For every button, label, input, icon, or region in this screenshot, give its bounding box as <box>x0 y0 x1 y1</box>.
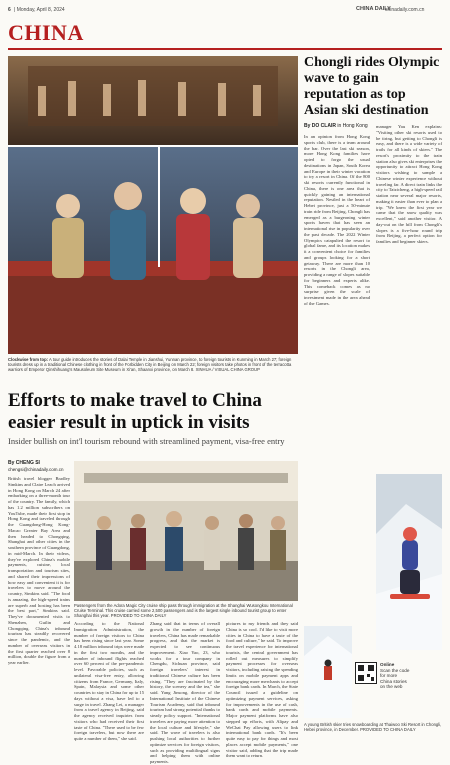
photo-collage-image <box>8 56 298 354</box>
online-title: Online <box>380 662 395 667</box>
qr-code[interactable] <box>355 662 377 684</box>
cruise-caption-credit: PROVIDED TO CHINA DAILY <box>110 613 167 619</box>
cruise-caption-text: Passengers from the Adora Magic City cruise ship pass through immigration at the Shanghai Wusongkou International Cruise Terminal. This cruise carried some 2,500 passengers and is the largest single inbound tourist group to enter Shanghai this year. <box>74 603 293 619</box>
skier-caption-credit: PROVIDED TO CHINA DAILY <box>360 727 416 733</box>
online-line: on the web <box>380 684 403 690</box>
main-headline: Efforts to make travel to China easier result in uptick in visits <box>8 390 262 433</box>
skier-photo-caption <box>304 722 442 732</box>
section-rule <box>8 48 442 50</box>
main-article-col2: According to the National Immigration Administration, the number of foreign visitors to China has been rising since last year. Some 4.18 million inbound trips were made in the first two months, and the number of inbound flights reached over 60 percent of the pre-pandemic level. Favorable policies, such as unilateral visa-free entry, allowing citizens from France, Germany, Italy, Spain, Malaysia and some other countries to stay in China for up to 15 days without a visa, have led to a surge in travel. Zhang Lei, a manager from a travel agency in Beijing, said the agency received inquiries from visitors who had received their first taste of China. "There used to be few foreign travelers, but now there are quite a number of them," she said. <box>74 621 144 741</box>
side-byline-name: By DO CLAIR in Hong Kong <box>304 123 368 129</box>
skier-photo-image <box>376 474 442 650</box>
masthead-name: CHINA DAILY <box>356 6 391 12</box>
page-header <box>0 0 450 20</box>
main-article-col4: pictures to my friends and they said China is so cool. I'd like to visit more cities in China to have a taste of the food and culture," he said. To improve the travel experience for international tourists, the central government has rolled out measures to simplify payment processes for overseas visitors, including raising the spending limits on mobile payment apps and encouraging more merchants to accept foreign bank cards. In March, the State Council issued a guideline on optimizing payment services, asking for improvements in the use of cash, bank cards and mobile payments. Major payment platforms have also stepped up efforts, with Alipay and WeChat Pay allowing users to link international bank cards. "It's been quite easy to pay for things and most places accept mobile payments," one visitor said, adding that the trip made them want to return. <box>226 621 298 759</box>
ski-slope-photo <box>304 626 352 718</box>
caption-lead: Clockwise from top: <box>8 357 49 362</box>
masthead-url[interactable]: chinadaily.com.cn <box>385 7 425 13</box>
side-article-col2: manager Yau Ken explains: "Visiting other ski resorts used to be tiring, but getting to Chongli is easy, and there is a wide variety of trails for all kinds of skiers." The resort's proximity to the train station also gives ski enterprises the opportunity to attract Hong Kong visitors wishing to sample a Chinese winter experience without traveling far. A direct train links the city to Taizicheng, a high-speed rail station near several major resorts, making it easier than ever to plan a trip. "We knew the first year we came that the snow quality was excellent," said another visitor. A day-out on the hill from Chongli's slopes is a five-hour round trip from Beijing, a perfect option for families and beginner skiers. <box>376 124 442 244</box>
online-line: for more <box>380 673 398 679</box>
main-article-col1: British travel blogger Bradley Simkins and Claire Leach arrived in Hong Kong on March 24 after embarking on a three-month tour of the country. The family, which has 1.2 million subscribers on YouTube, made their first stop in Hong Kong and traveled through the Guangdong-Hong Kong-Macao Greater Bay Area and then headed to Chongqing, Shanghai and other cities in the southern province of Guangdong, in mid-March. In their videos, they've explored China's mobile payments, cuisine, local transportation and tourism sites, and shared their impressions of how easy and convenient it is for travelers to move around the country, Simkins said. "The food is amazing, the high-speed trains are superb and hosting has been the best part," Simkins said. They've documented visits to Shenzhen, Guilin and Chongqing. China's inbound tourism has steadily recovered since the pandemic, and the number of overseas visitors in the first quarter reached over 8 million, double the figure from a year earlier. <box>8 476 70 665</box>
main-dek: Insider bullish on int'l tourism rebound with streamlined payment, visa-free entry <box>8 436 285 446</box>
section-title: CHINA <box>8 20 84 45</box>
cruise-photo <box>74 461 298 601</box>
page-date: | Monday, April 8, 2024 <box>14 7 65 13</box>
skier-photo <box>376 474 442 650</box>
online-box <box>380 662 438 690</box>
skier-caption-text: A young British skier tries snowboarding at Thaiwoo Ski Resort in Chongli, Hebei province, in December. <box>304 722 442 733</box>
main-article-col3: Zhang said that in terms of overall growth in the number of foreign travelers, China has made remarkable progress, and that the market is expected to see continuous improvement. Xiao Yao, 23, who works for a tour company in Chengdu, Sichuan province, said foreign travelers' interest in traditional Chinese culture has been rising. "They are fascinated by the history, the scenery and the tea," she said. Yang Jinsong, director of the International Institute of the Chinese Tourism Academy, said that inbound tourism had strong potential thanks to steady policy support. "International travelers are paying more attention to the local culture and lifestyle," she said. The wave of travelers is also pushing local authorities to further optimize services for foreign visitors, such as providing multilingual signs and helping them with online payments. <box>150 621 220 764</box>
cruise-photo-caption <box>74 603 298 619</box>
cruise-photo-image <box>74 461 298 601</box>
caption-text: A tour guide introduces the stories of Dalai Temple in Jianshui, Yunnan province, to foreign tourists in Kunming in March 27; foreign tourists dress up in a traditional Chinese clothing in front of the Forbidden City in Beijing on March 22; foreign visitors take photos in front of the terracotta warriors of Emperor Qinshihuang's Mausoleum Site Museum in Xi'an, Shaanxi province, on March 8. <box>8 357 292 373</box>
page-number: 6 <box>8 7 11 13</box>
photo-collage <box>8 56 298 354</box>
side-article-col1: In an opinion from Hong Kong sports club, there is a team around the bar. Over the last ski season, more Hong Kong families have opted to forgo the usual destinations in Japan, South Korea and Europe in their winter vacation to try a resort in China. Of the 800 ski resorts currently functional in China, there is one area that is quickly gaining an international reputation. Nestled in the heart of Hebei province, just a 50-minute train ride from Beijing, Chongli has emerged as a burgeoning winter sports haven that has seen an international rise in popularity over the past decade. The 2022 Winter Olympics catapulted the resort to global fame, and its location makes it a convenient choice for families and groups looking for a short getaway. There are more than 10 resorts in the Chongli area, providing a range of slopes suitable for beginners and experts alike. This comeback comes as no surprise given the scale of investment made in the area ahead of the Games. <box>304 134 370 306</box>
byline-name: By CHENG SI <box>8 460 40 466</box>
photo-collage-caption <box>8 357 298 373</box>
online-line: China stories <box>380 678 407 684</box>
caption-credit: XINHUA / VISUAL CHINA GROUP <box>195 367 260 373</box>
byline-email[interactable]: chengsi@chinadaily.com.cn <box>8 466 64 472</box>
main-byline <box>8 461 68 472</box>
online-line: Scan the code <box>380 667 410 673</box>
side-headline: Chongli rides Olympic wave to gain reputation as top Asian ski destination <box>304 55 440 118</box>
ski-slope-photo-image <box>304 626 352 718</box>
